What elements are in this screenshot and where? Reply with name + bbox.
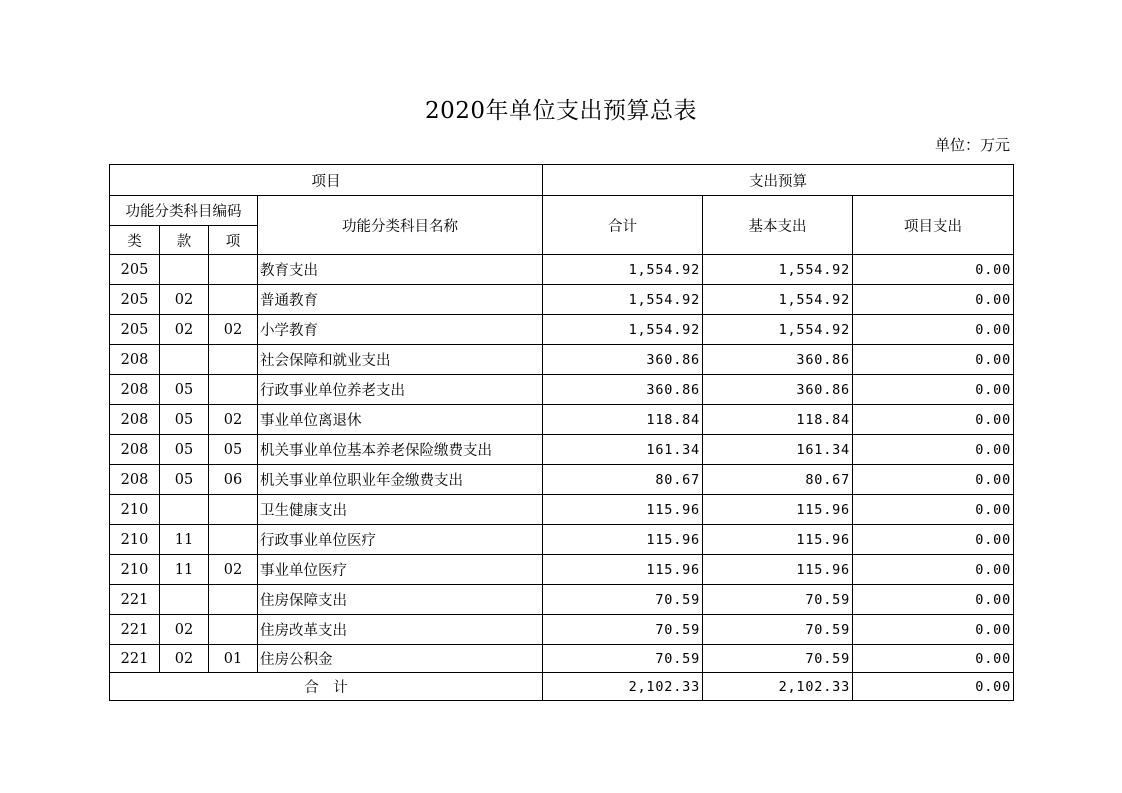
table-row: [110, 255, 1014, 285]
cell-total: 115.96: [543, 525, 703, 555]
cell-lei: 205: [110, 255, 160, 285]
table-row: [110, 555, 1014, 585]
header-func-name: 功能分类科目名称: [258, 196, 543, 255]
footer-label: 合 计: [110, 673, 543, 701]
cell-name: 机关事业单位基本养老保险缴费支出: [258, 435, 543, 465]
table-row: [110, 345, 1014, 375]
table-row: [110, 645, 1014, 673]
cell-basic: 70.59: [703, 615, 853, 645]
cell-name: 普通教育: [258, 285, 543, 315]
cell-total: 360.86: [543, 345, 703, 375]
cell-kuan: 02: [160, 615, 209, 645]
cell-name: 社会保障和就业支出: [258, 345, 543, 375]
cell-xiang: [209, 585, 258, 615]
cell-lei: 205: [110, 285, 160, 315]
cell-lei: 210: [110, 495, 160, 525]
table-row: [110, 495, 1014, 525]
cell-name: 行政事业单位养老支出: [258, 375, 543, 405]
cell-lei: 205: [110, 315, 160, 345]
footer-total: 2,102.33: [543, 673, 703, 701]
table-row: [110, 435, 1014, 465]
cell-kuan: 05: [160, 435, 209, 465]
cell-total: 161.34: [543, 435, 703, 465]
cell-lei: 210: [110, 555, 160, 585]
cell-name: 住房改革支出: [258, 615, 543, 645]
cell-project: 0.00: [853, 615, 1014, 645]
header-xiang: 项: [209, 226, 258, 255]
cell-lei: 208: [110, 405, 160, 435]
cell-name: 行政事业单位医疗: [258, 525, 543, 555]
cell-project: 0.00: [853, 405, 1014, 435]
header-func-code: 功能分类科目编码: [110, 196, 258, 226]
cell-kuan: 05: [160, 465, 209, 495]
cell-basic: 1,554.92: [703, 315, 853, 345]
table-row: [110, 465, 1014, 495]
unit-label: 单位：万元: [934, 136, 1010, 154]
cell-basic: 70.59: [703, 585, 853, 615]
cell-total: 70.59: [543, 585, 703, 615]
cell-name: 住房保障支出: [258, 585, 543, 615]
cell-xiang: 02: [209, 405, 258, 435]
table-row: [110, 525, 1014, 555]
cell-basic: 1,554.92: [703, 285, 853, 315]
cell-name: 卫生健康支出: [258, 495, 543, 525]
cell-kuan: [160, 585, 209, 615]
cell-total: 1,554.92: [543, 255, 703, 285]
cell-kuan: 02: [160, 285, 209, 315]
header-project-exp: 项目支出: [853, 196, 1014, 255]
cell-basic: 1,554.92: [703, 255, 853, 285]
cell-name: 小学教育: [258, 315, 543, 345]
cell-name: 住房公积金: [258, 645, 543, 673]
table-row: [110, 315, 1014, 345]
cell-xiang: [209, 525, 258, 555]
cell-name: 机关事业单位职业年金缴费支出: [258, 465, 543, 495]
cell-total: 115.96: [543, 495, 703, 525]
cell-kuan: 02: [160, 315, 209, 345]
cell-project: 0.00: [853, 495, 1014, 525]
cell-kuan: 05: [160, 405, 209, 435]
cell-lei: 221: [110, 585, 160, 615]
cell-project: 0.00: [853, 315, 1014, 345]
cell-total: 70.59: [543, 615, 703, 645]
cell-basic: 115.96: [703, 555, 853, 585]
cell-xiang: [209, 615, 258, 645]
cell-name: 事业单位医疗: [258, 555, 543, 585]
cell-project: 0.00: [853, 255, 1014, 285]
cell-project: 0.00: [853, 285, 1014, 315]
cell-kuan: 11: [160, 555, 209, 585]
cell-total: 1,554.92: [543, 315, 703, 345]
header-basic: 基本支出: [703, 196, 853, 255]
cell-kuan: [160, 255, 209, 285]
cell-total: 1,554.92: [543, 285, 703, 315]
table-footer-row: [110, 673, 1014, 701]
cell-lei: 208: [110, 465, 160, 495]
header-expenditure-budget: 支出预算: [543, 165, 1014, 196]
cell-total: 70.59: [543, 645, 703, 673]
cell-lei: 208: [110, 375, 160, 405]
cell-basic: 115.96: [703, 525, 853, 555]
cell-lei: 221: [110, 645, 160, 673]
header-kuan: 款: [160, 226, 209, 255]
table-row: [110, 615, 1014, 645]
cell-xiang: [209, 345, 258, 375]
cell-kuan: [160, 495, 209, 525]
cell-total: 115.96: [543, 555, 703, 585]
cell-total: 360.86: [543, 375, 703, 405]
cell-lei: 210: [110, 525, 160, 555]
cell-name: 教育支出: [258, 255, 543, 285]
cell-project: 0.00: [853, 525, 1014, 555]
footer-basic: 2,102.33: [703, 673, 853, 701]
cell-xiang: 02: [209, 315, 258, 345]
cell-xiang: 01: [209, 645, 258, 673]
cell-kuan: 05: [160, 375, 209, 405]
header-lei: 类: [110, 226, 160, 255]
cell-kuan: 11: [160, 525, 209, 555]
cell-basic: 360.86: [703, 375, 853, 405]
header-total: 合计: [543, 196, 703, 255]
cell-kuan: 02: [160, 645, 209, 673]
table-row: [110, 405, 1014, 435]
cell-lei: 208: [110, 345, 160, 375]
cell-total: 118.84: [543, 405, 703, 435]
cell-xiang: 02: [209, 555, 258, 585]
cell-xiang: 06: [209, 465, 258, 495]
cell-xiang: [209, 285, 258, 315]
cell-project: 0.00: [853, 435, 1014, 465]
cell-kuan: [160, 345, 209, 375]
cell-project: 0.00: [853, 645, 1014, 673]
cell-basic: 161.34: [703, 435, 853, 465]
cell-project: 0.00: [853, 465, 1014, 495]
table-row: [110, 285, 1014, 315]
cell-lei: 221: [110, 615, 160, 645]
cell-lei: 208: [110, 435, 160, 465]
cell-basic: 360.86: [703, 345, 853, 375]
table-body: [110, 255, 1014, 673]
cell-basic: 115.96: [703, 495, 853, 525]
footer-project: 0.00: [853, 673, 1014, 701]
cell-project: 0.00: [853, 555, 1014, 585]
cell-xiang: [209, 375, 258, 405]
cell-project: 0.00: [853, 375, 1014, 405]
table-row: [110, 585, 1014, 615]
header-project: 项目: [110, 165, 543, 196]
cell-basic: 70.59: [703, 645, 853, 673]
cell-basic: 118.84: [703, 405, 853, 435]
cell-xiang: [209, 495, 258, 525]
table-row: [110, 375, 1014, 405]
cell-xiang: [209, 255, 258, 285]
cell-name: 事业单位离退休: [258, 405, 543, 435]
cell-project: 0.00: [853, 585, 1014, 615]
cell-xiang: 05: [209, 435, 258, 465]
cell-basic: 80.67: [703, 465, 853, 495]
budget-table: [109, 164, 1014, 701]
page-title: 2020年单位支出预算总表: [424, 98, 698, 124]
cell-total: 80.67: [543, 465, 703, 495]
cell-project: 0.00: [853, 345, 1014, 375]
